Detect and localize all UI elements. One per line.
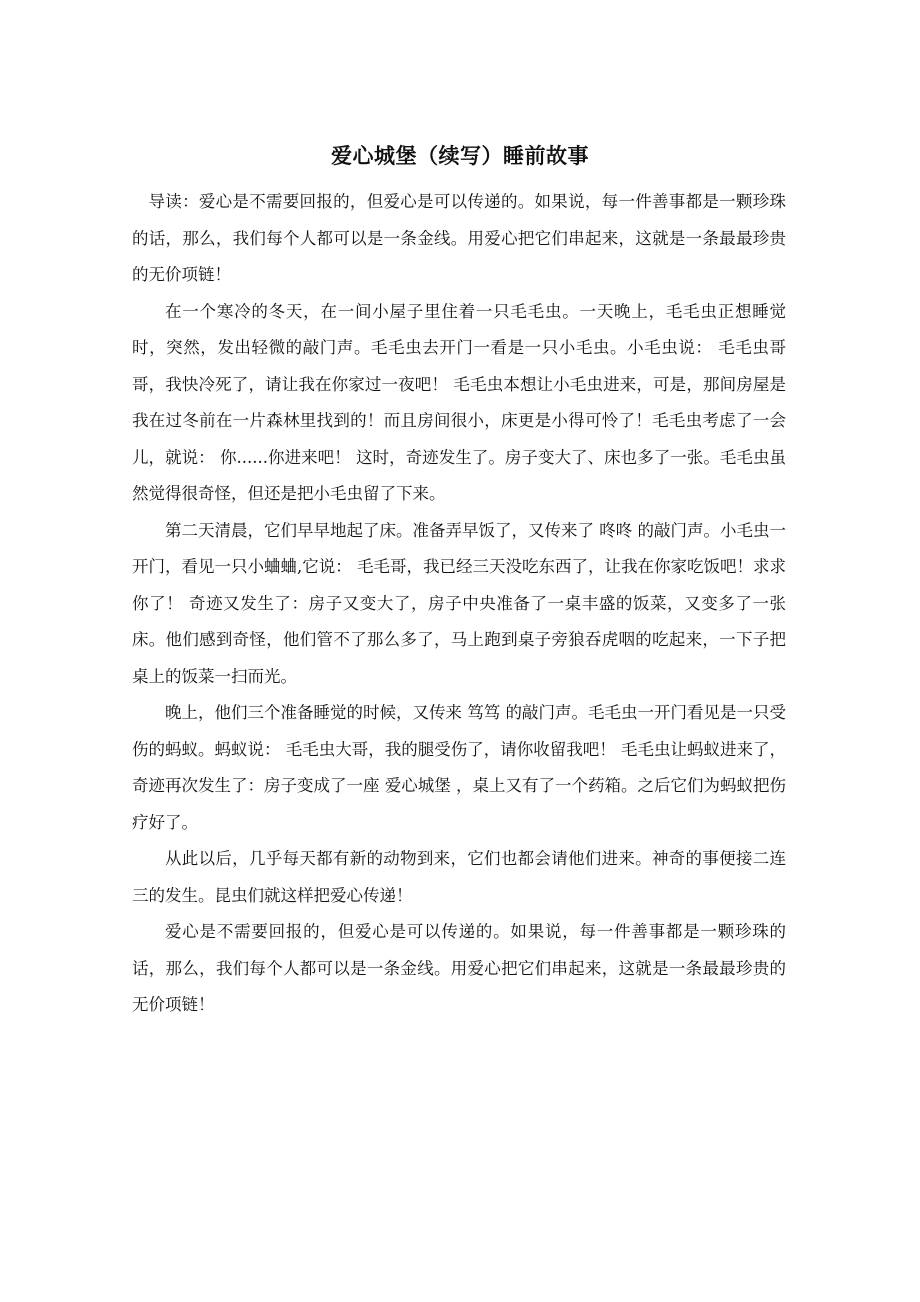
story-paragraph-2: 第二天清晨，它们早早地起了床。准备弄早饭了，又传来了 咚咚 的敲门声。小毛虫一开门，看见一只小蛐蛐,它说： 毛毛哥，我已经三天没吃东西了，让我在你家吃饭吧！求求你了！ 奇迹又发生了：房子又变大了，房子中央准备了一桌丰盛的饭菜，又变多了一张床。他们感到奇怪，他们管不了那么多了，马上跑到桌子旁狼吞虎咽的吃起来，一下子把桌上的饭菜一扫而光。: [132, 520, 786, 686]
story-paragraph-4: 从此以后，几乎每天都有新的动物到来，它们也都会请他们进来。神奇的事便接二连三的发生。昆虫们就这样把爱心传递！: [132, 849, 786, 905]
intro-paragraph: 导读：爱心是不需要回报的，但爱心是可以传递的。如果说，每一件善事都是一颗珍珠的话，那么，我们每个人都可以是一条金线。用爱心把它们串起来，这就是一条最最珍贵的无价项链！: [132, 192, 786, 284]
document-title: 爱心城堡（续写）睡前故事: [331, 144, 589, 168]
story-paragraph-1: 在一个寒冷的冬天，在一间小屋子里住着一只毛毛虫。一天晚上，毛毛虫正想睡觉时，突然，发出轻微的敲门声。毛毛虫去开门一看是一只小毛虫。小毛虫说： 毛毛虫哥哥，我快冷死了，请让我在你家过一夜吧！ 毛毛虫本想让小毛虫进来，可是，那间房屋是我在过冬前在一片森林里找到的！而且房间很小，床更是小得可怜了！毛毛虫考虑了一会儿，就说： 你......你进来吧！ 这时，奇迹发生了。房子变大了、床也多了一张。毛毛虫虽然觉得很奇怪，但还是把小毛虫留了下来。: [132, 301, 786, 503]
closing-paragraph: 爱心是不需要回报的，但爱心是可以传递的。如果说，每一件善事都是一颗珍珠的话，那么，我们每个人都可以是一条金线。用爱心把它们串起来，这就是一条最最珍贵的无价项链！: [132, 922, 786, 1014]
document-body: [132, 184, 786, 1024]
story-paragraph-3: 晚上，他们三个准备睡觉的时候，又传来 笃笃 的敲门声。毛毛虫一开门看见是一只受伤的蚂蚁。蚂蚁说： 毛毛虫大哥，我的腿受伤了，请你收留我吧！ 毛毛虫让蚂蚁进来了，奇迹再次发生了：房子变成了一座 爱心城堡 ，桌上又有了一个药箱。之后它们为蚂蚁把伤疗好了。: [132, 703, 786, 832]
